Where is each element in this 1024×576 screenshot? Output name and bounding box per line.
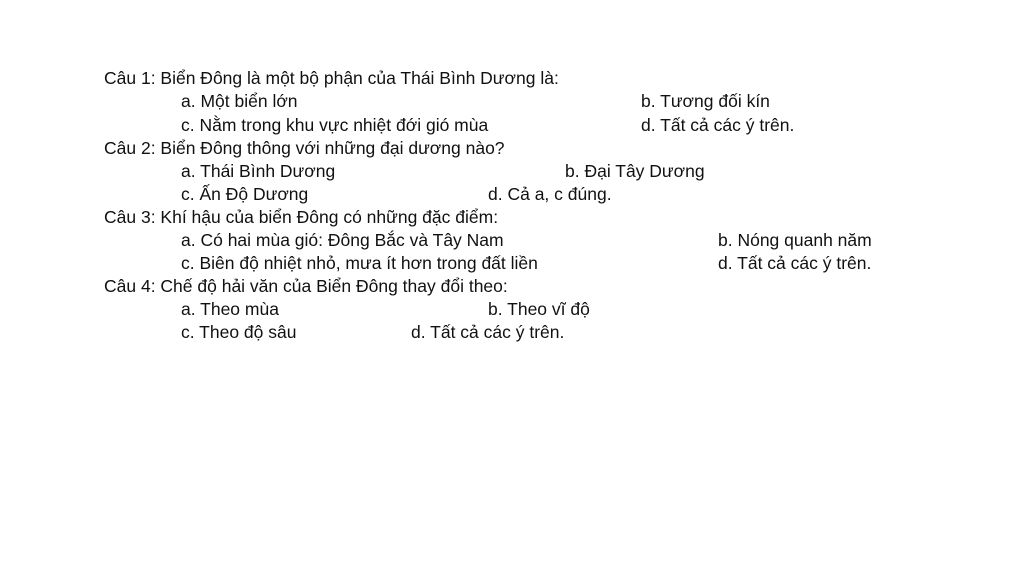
question-4-option-c: c. Theo độ sâu <box>181 322 297 342</box>
question-3-option-b: b. Nóng quanh năm <box>718 230 872 250</box>
question-1-text: Câu 1: Biển Đông là một bộ phận của Thái Bình Dương là: <box>104 68 559 88</box>
question-3-text: Câu 3: Khí hậu của biển Đông có những đặc điểm: <box>104 207 499 227</box>
question-4-option-b: b. Theo vĩ độ <box>488 299 590 319</box>
question-4-text: Câu 4: Chế độ hải văn của Biển Đông thay đổi theo: <box>104 276 508 296</box>
question-4-option-a: a. Theo mùa <box>181 299 279 319</box>
question-1-option-d: d. Tất cả các ý trên. <box>641 115 795 135</box>
question-4-option-d: d. Tất cả các ý trên. <box>411 322 565 342</box>
question-2-option-d: d. Cả a, c đúng. <box>488 184 612 204</box>
question-2-option-a: a. Thái Bình Dương <box>181 161 336 181</box>
question-2-text: Câu 2: Biển Đông thông với những đại dương nào? <box>104 138 505 158</box>
question-3-option-d: d. Tất cả các ý trên. <box>718 253 872 273</box>
question-3-option-c: c. Biên độ nhiệt nhỏ, mưa ít hơn trong đất liền <box>181 253 538 273</box>
question-3-option-a: a. Có hai mùa gió: Đông Bắc và Tây Nam <box>181 230 504 250</box>
question-2-option-c: c. Ấn Độ Dương <box>181 184 309 204</box>
question-1-option-b: b. Tương đối kín <box>641 91 770 111</box>
question-1-option-c: c. Nằm trong khu vực nhiệt đới gió mùa <box>181 115 489 135</box>
question-2-option-b: b. Đại Tây Dương <box>565 161 705 181</box>
question-1-option-a: a. Một biển lớn <box>181 91 298 111</box>
